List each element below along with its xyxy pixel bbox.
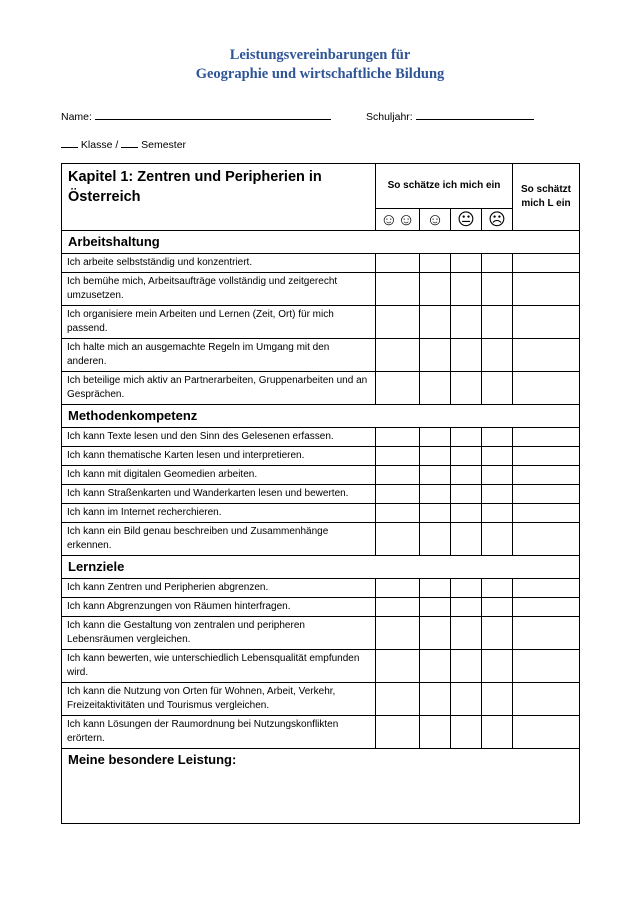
self-rating-cell[interactable]	[376, 273, 420, 306]
self-rating-cell[interactable]	[376, 617, 420, 650]
neutral-face-icon: 😐	[457, 209, 475, 229]
table-row	[62, 485, 580, 504]
table-row	[62, 273, 580, 306]
self-rating-cell[interactable]	[451, 466, 482, 485]
self-rating-cell[interactable]	[451, 428, 482, 447]
self-rating-cell[interactable]	[451, 598, 482, 617]
section-heading: Methodenkompetenz	[62, 405, 580, 428]
self-rating-cell[interactable]	[451, 504, 482, 523]
self-rating-cell[interactable]	[451, 523, 482, 556]
section-heading: Arbeitshaltung	[62, 231, 580, 254]
self-rating-cell[interactable]	[451, 716, 482, 749]
schuljahr-input-line[interactable]	[416, 109, 534, 120]
self-rating-cell[interactable]	[451, 273, 482, 306]
criterion-text: Ich halte mich an ausgemachte Regeln im Umgang mit den anderen.	[62, 339, 376, 372]
rating-column-header	[482, 209, 513, 231]
table-row	[62, 598, 580, 617]
self-rating-cell[interactable]	[376, 447, 420, 466]
criterion-text: Ich kann mit digitalen Geomedien arbeiten.	[62, 466, 376, 485]
teacher-rating-cell[interactable]	[513, 650, 580, 683]
self-rating-cell[interactable]	[420, 306, 451, 339]
section-heading: Lernziele	[62, 556, 580, 579]
criterion-text: Ich arbeite selbstständig und konzentriert.	[62, 254, 376, 273]
criterion-text: Ich kann Straßenkarten und Wanderkarten lesen und bewerten.	[62, 485, 376, 504]
criterion-text: Ich kann ein Bild genau beschreiben und Zusammenhänge erkennen.	[62, 523, 376, 556]
very-happy-face-icon: ☺☺	[380, 209, 415, 229]
teacher-assessment-header: So schätzt mich L ein	[513, 164, 580, 231]
self-rating-cell[interactable]	[376, 650, 420, 683]
document-title-line-2: Geographie und wirtschaftliche Bildung	[195, 66, 445, 82]
self-rating-cell[interactable]	[482, 339, 513, 372]
self-rating-cell[interactable]	[420, 254, 451, 273]
klasse-semester-field[interactable]	[61, 137, 186, 151]
rating-column-header	[376, 209, 420, 231]
criterion-text: Ich organisiere mein Arbeiten und Lernen (Zeit, Ort) für mich passend.	[62, 306, 376, 339]
table-row	[62, 428, 580, 447]
self-rating-cell[interactable]	[482, 650, 513, 683]
self-rating-cell[interactable]	[451, 579, 482, 598]
teacher-rating-cell[interactable]	[513, 428, 580, 447]
self-rating-cell[interactable]	[420, 683, 451, 716]
self-rating-cell[interactable]	[420, 716, 451, 749]
self-rating-cell[interactable]	[376, 598, 420, 617]
teacher-rating-cell[interactable]	[513, 617, 580, 650]
special-performance-label: Meine besondere Leistung:	[68, 752, 237, 767]
table-row	[62, 523, 580, 556]
self-rating-cell[interactable]	[482, 273, 513, 306]
criterion-text: Ich kann die Gestaltung von zentralen und peripheren Lebensräumen vergleichen.	[62, 617, 376, 650]
table-row	[62, 716, 580, 749]
rating-column-header	[420, 209, 451, 231]
sad-face-icon: ☹	[488, 209, 506, 229]
self-rating-cell[interactable]	[482, 579, 513, 598]
self-rating-cell[interactable]	[482, 504, 513, 523]
self-rating-cell[interactable]	[451, 306, 482, 339]
self-rating-cell[interactable]	[420, 579, 451, 598]
teacher-rating-cell[interactable]	[513, 306, 580, 339]
assessment-table	[61, 163, 580, 824]
self-rating-cell[interactable]	[482, 306, 513, 339]
self-rating-cell[interactable]	[482, 254, 513, 273]
teacher-rating-cell[interactable]	[513, 683, 580, 716]
criterion-text: Ich kann bewerten, wie unterschiedlich Lebensqualität empfunden wird.	[62, 650, 376, 683]
table-row	[62, 306, 580, 339]
self-rating-cell[interactable]	[451, 339, 482, 372]
teacher-rating-cell[interactable]	[513, 579, 580, 598]
semester-label: Semester	[141, 139, 187, 151]
self-rating-cell[interactable]	[482, 716, 513, 749]
self-rating-cell[interactable]	[420, 504, 451, 523]
teacher-rating-cell[interactable]	[513, 254, 580, 273]
self-rating-cell[interactable]	[420, 598, 451, 617]
table-row	[62, 466, 580, 485]
self-rating-cell[interactable]	[420, 428, 451, 447]
rating-column-header	[451, 209, 482, 231]
teacher-rating-cell[interactable]	[513, 466, 580, 485]
document-title-line-1: Leistungsvereinbarungen für	[229, 47, 411, 63]
criterion-text: Ich kann Texte lesen und den Sinn des Gelesenen erfassen.	[62, 428, 376, 447]
self-rating-cell[interactable]	[420, 466, 451, 485]
self-rating-cell[interactable]	[376, 579, 420, 598]
teacher-rating-cell[interactable]	[513, 273, 580, 306]
self-rating-cell[interactable]	[376, 504, 420, 523]
name-label: Name:	[61, 111, 92, 123]
self-rating-cell[interactable]	[482, 598, 513, 617]
self-rating-cell[interactable]	[451, 254, 482, 273]
self-rating-cell[interactable]	[482, 466, 513, 485]
teacher-rating-cell[interactable]	[513, 523, 580, 556]
teacher-rating-cell[interactable]	[513, 598, 580, 617]
self-rating-cell[interactable]	[420, 273, 451, 306]
table-row	[62, 579, 580, 598]
chapter-title: Kapitel 1: Zentren und Peripherien in Österreich	[62, 164, 376, 231]
self-rating-cell[interactable]	[420, 447, 451, 466]
table-row	[62, 650, 580, 683]
teacher-rating-cell[interactable]	[513, 339, 580, 372]
self-rating-cell[interactable]	[376, 683, 420, 716]
self-rating-cell[interactable]	[451, 372, 482, 405]
self-rating-cell[interactable]	[482, 683, 513, 716]
table-row	[62, 339, 580, 372]
criterion-text: Ich kann thematische Karten lesen und interpretieren.	[62, 447, 376, 466]
criterion-text: Ich bemühe mich, Arbeitsaufträge vollständig und zeitgerecht umzusetzen.	[62, 273, 376, 306]
self-rating-cell[interactable]	[420, 339, 451, 372]
self-rating-cell[interactable]	[482, 523, 513, 556]
self-rating-cell[interactable]	[376, 306, 420, 339]
criterion-text: Ich kann die Nutzung von Orten für Wohnen, Arbeit, Verkehr, Freizeitaktivitäten und Tourismus vergleichen.	[62, 683, 376, 716]
self-rating-cell[interactable]	[482, 485, 513, 504]
self-rating-cell[interactable]	[376, 339, 420, 372]
self-rating-cell[interactable]	[376, 428, 420, 447]
self-rating-cell[interactable]	[376, 485, 420, 504]
table-row	[62, 372, 580, 405]
happy-face-icon: ☺	[426, 209, 444, 229]
teacher-rating-cell[interactable]	[513, 716, 580, 749]
self-rating-cell[interactable]	[376, 254, 420, 273]
special-performance-box[interactable]	[62, 749, 580, 824]
teacher-rating-cell[interactable]	[513, 447, 580, 466]
self-rating-cell[interactable]	[376, 372, 420, 405]
self-rating-cell[interactable]	[482, 447, 513, 466]
table-row	[62, 447, 580, 466]
klasse-input-line[interactable]	[61, 137, 78, 148]
klasse-label: Klasse /	[80, 139, 119, 151]
teacher-rating-cell[interactable]	[513, 485, 580, 504]
criterion-text: Ich kann Zentren und Peripherien abgrenzen.	[62, 579, 376, 598]
criterion-text: Ich kann Abgrenzungen von Räumen hinterfragen.	[62, 598, 376, 617]
teacher-rating-cell[interactable]	[513, 504, 580, 523]
self-rating-cell[interactable]	[376, 716, 420, 749]
self-rating-cell[interactable]	[420, 372, 451, 405]
self-rating-cell[interactable]	[420, 617, 451, 650]
table-row	[62, 683, 580, 716]
self-rating-cell[interactable]	[451, 485, 482, 504]
self-rating-cell[interactable]	[451, 447, 482, 466]
table-row	[62, 254, 580, 273]
self-rating-cell[interactable]	[482, 428, 513, 447]
criterion-text: Ich kann Lösungen der Raumordnung bei Nutzungskonflikten erörtern.	[62, 716, 376, 749]
semester-input-line[interactable]	[121, 137, 138, 148]
table-row	[62, 617, 580, 650]
criterion-text: Ich kann im Internet recherchieren.	[62, 504, 376, 523]
self-rating-cell[interactable]	[376, 466, 420, 485]
teacher-rating-cell[interactable]	[513, 372, 580, 405]
name-input-line[interactable]	[95, 109, 331, 120]
self-rating-cell[interactable]	[420, 523, 451, 556]
self-rating-cell[interactable]	[451, 617, 482, 650]
self-rating-cell[interactable]	[482, 617, 513, 650]
self-assessment-header: So schätze ich mich ein	[376, 164, 513, 209]
schuljahr-label: Schuljahr:	[366, 111, 413, 123]
criterion-text: Ich beteilige mich aktiv an Partnerarbeiten, Gruppenarbeiten und an Gesprächen.	[62, 372, 376, 405]
name-field[interactable]	[61, 109, 331, 123]
self-rating-cell[interactable]	[420, 485, 451, 504]
self-rating-cell[interactable]	[451, 650, 482, 683]
table-row	[62, 504, 580, 523]
self-rating-cell[interactable]	[451, 683, 482, 716]
self-rating-cell[interactable]	[420, 650, 451, 683]
schuljahr-field[interactable]	[366, 109, 534, 123]
self-rating-cell[interactable]	[376, 523, 420, 556]
self-rating-cell[interactable]	[482, 372, 513, 405]
